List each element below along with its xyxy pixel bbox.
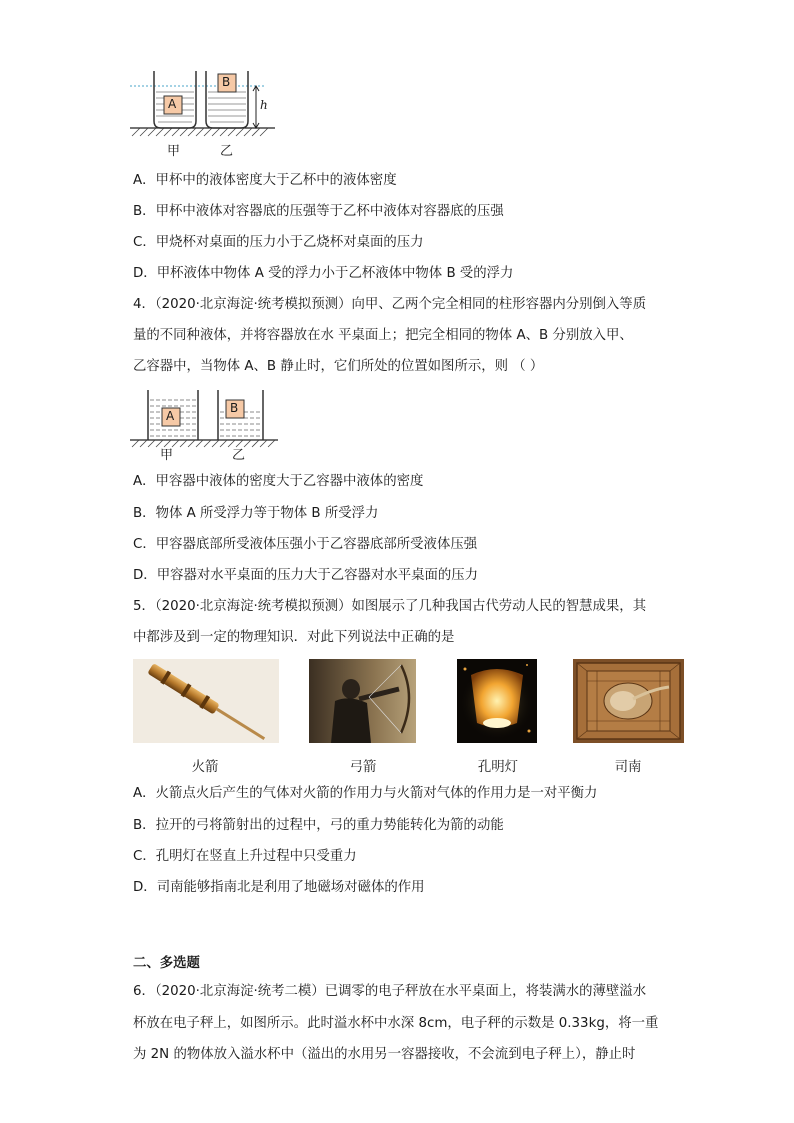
caption-bow-arrow: 弓箭 <box>349 760 377 775</box>
q5-option-b: B．拉开的弓将箭射出的过程中，弓的重力势能转化为箭的动能 <box>133 818 504 833</box>
q4-option-c: C．甲容器底部所受液体压强小于乙容器底部所受液体压强 <box>133 537 478 552</box>
caption-sinan: 司南 <box>614 760 642 775</box>
q4-stem-line-2: 量的不同种液体，并将容器放在水 平桌面上；把完全相同的物体 A、B 分别放入甲、 <box>133 328 633 343</box>
q5-stem-line-2: 中都涉及到一定的物理知识．对此下列说法中正确的是 <box>133 630 455 645</box>
q4-option-b: B．物体 A 所受浮力等于物体 B 所受浮力 <box>133 506 379 521</box>
label-yi: 乙 <box>232 448 246 463</box>
label-a: A <box>166 409 175 423</box>
q4-stem-line-3: 乙容器中，当物体 A、B 静止时，它们所处的位置如图所示，则 （ ） <box>133 359 544 374</box>
q3-option-b: B．甲杯中液体对容器底的压强等于乙杯中液体对容器底的压强 <box>133 204 504 219</box>
containers-q4-drawing <box>130 388 280 460</box>
label-b: B <box>222 75 231 89</box>
label-yi: 乙 <box>220 144 234 159</box>
sky-lantern-image <box>457 659 537 743</box>
label-a: A <box>168 97 177 111</box>
q6-stem-line-2: 杯放在电子秤上，如图所示。此时溢水杯中水深 8cm，电子秤的示数是 0.33kg，将一重 <box>133 1016 659 1031</box>
archer-image <box>309 659 416 743</box>
rocket-image <box>133 659 279 743</box>
q5-stem-line-1: 5．（2020·北京海淀·统考模拟预测）如图展示了几种我国古代劳动人民的智慧成果，其 <box>133 599 647 614</box>
label-jia: 甲 <box>160 448 174 463</box>
caption-rocket: 火箭 <box>191 760 219 775</box>
sinan-compass-image <box>573 659 684 743</box>
q6-stem-line-3: 为 2N 的物体放入溢水杯中（溢出的水用另一容器接收，不会流到电子秤上），静止时 <box>133 1047 636 1062</box>
q5-option-a: A．火箭点火后产生的气体对火箭的作用力与火箭对气体的作用力是一对平衡力 <box>133 786 598 801</box>
q4-option-d: D．甲容器对水平桌面的压力大于乙容器对水平桌面的压力 <box>133 568 479 583</box>
q3-option-d: D．甲杯液体中物体 A 受的浮力小于乙杯液体中物体 B 受的浮力 <box>133 266 514 281</box>
caption-sky-lantern: 孔明灯 <box>477 760 519 775</box>
label-h: h <box>260 98 268 112</box>
q4-stem-line-1: 4．（2020·北京海淀·统考模拟预测）向甲、乙两个完全相同的柱形容器内分别倒入等质 <box>133 297 647 312</box>
q5-option-d: D．司南能够指南北是利用了地磁场对磁体的作用 <box>133 880 425 895</box>
beakers-1-drawing <box>130 66 280 158</box>
q4-option-a: A．甲容器中液体的密度大于乙容器中液体的密度 <box>133 474 424 489</box>
q5-option-c: C．孔明灯在竖直上升过程中只受重力 <box>133 849 357 864</box>
label-jia: 甲 <box>167 144 181 159</box>
q3-option-a: A．甲杯中的液体密度大于乙杯中的液体密度 <box>133 173 397 188</box>
figure-beakers-1 <box>130 66 280 158</box>
figure-containers-q4 <box>130 388 280 463</box>
label-b: B <box>230 401 239 415</box>
section-title-multiple-choice: 二、多选题 <box>133 956 200 971</box>
q6-stem-line-1: 6．（2020·北京海淀·统考二模）已调零的电子秤放在水平桌面上，将装满水的薄壁溢水 <box>133 984 647 999</box>
q3-option-c: C．甲烧杯对桌面的压力小于乙烧杯对桌面的压力 <box>133 235 424 250</box>
